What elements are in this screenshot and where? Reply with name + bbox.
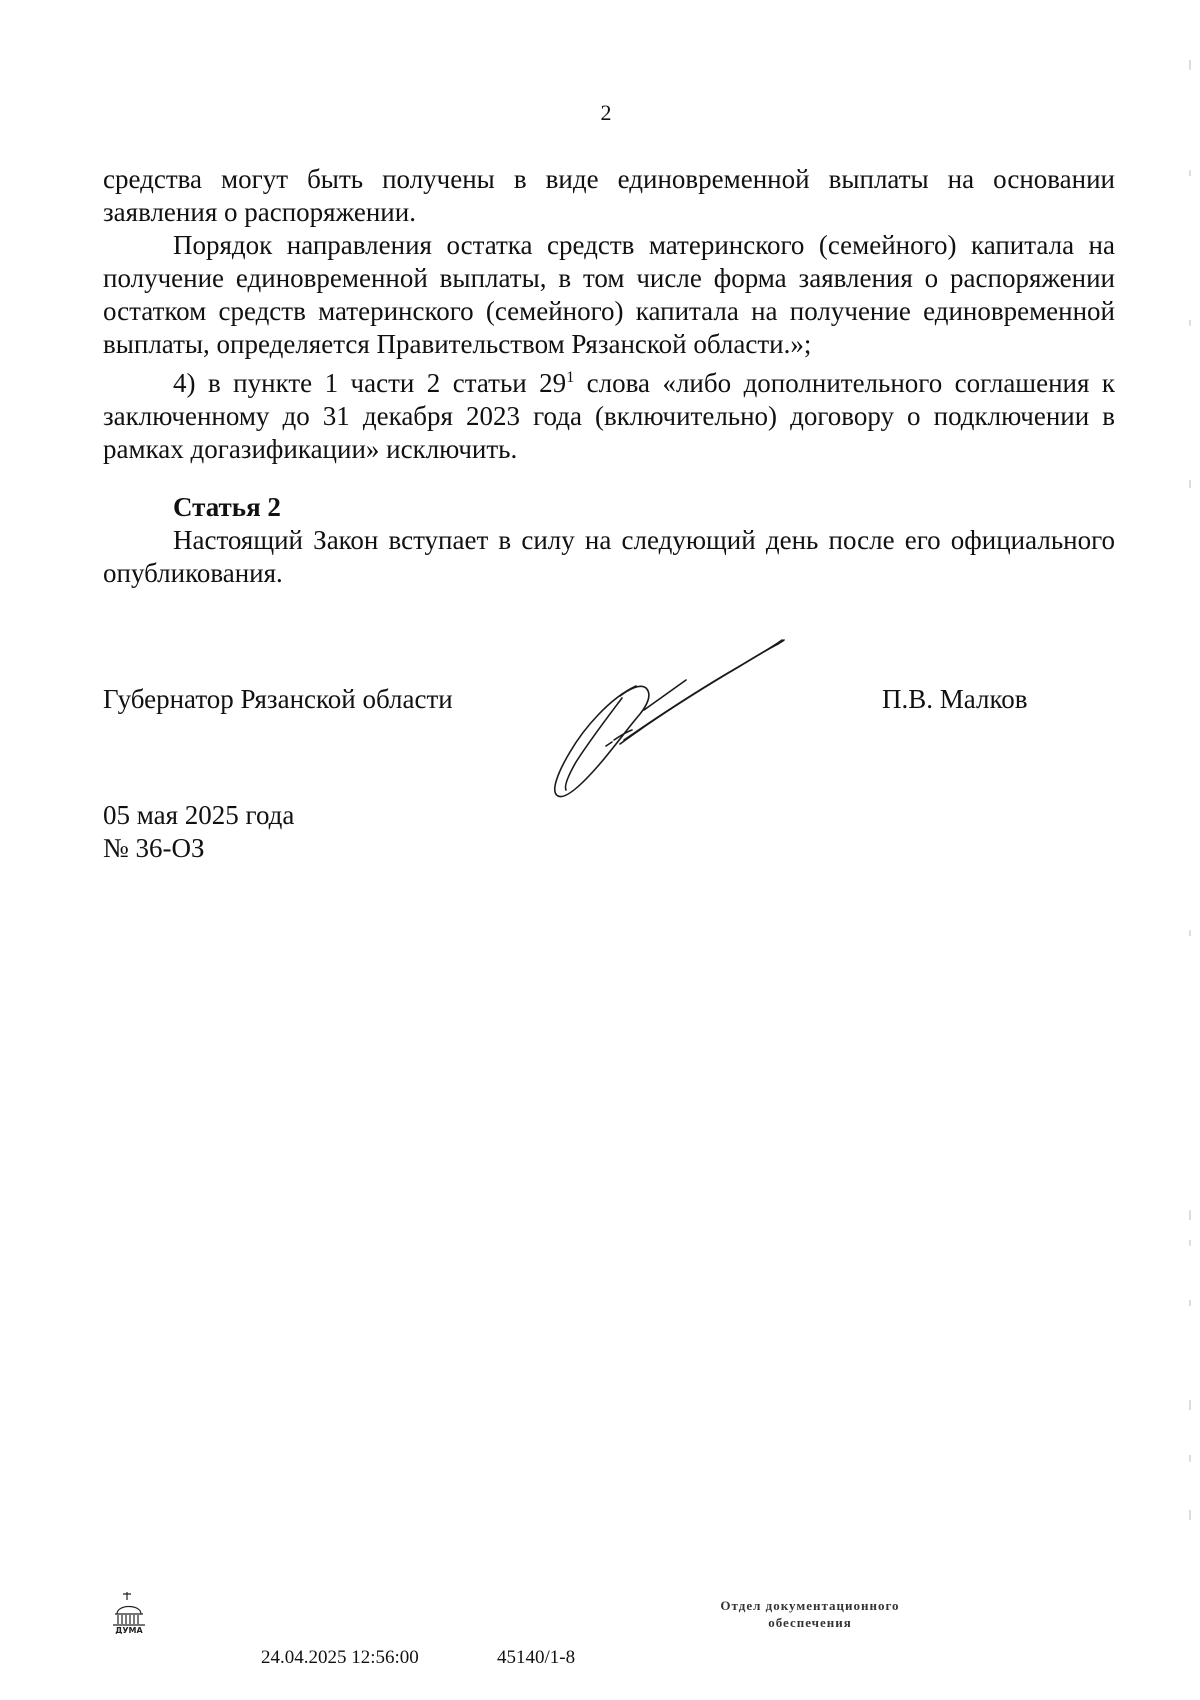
law-date-number (103, 799, 294, 865)
signatory-name: П.В. Малков (882, 684, 1028, 714)
article-heading: Статья 2 (173, 492, 281, 522)
stamp-line-1: Отдел документационного (720, 1598, 900, 1613)
law-number: № 36-ОЗ (103, 833, 205, 863)
law-date: 05 мая 2025 года (103, 800, 295, 830)
paragraph-procedure: Порядок направления остатка средств материнского (семейного) капитала на получение единовременной выплаты, в том числе форма заявления о распоряжении остатком средств материнского (семейного) капитала на получение единовременной выплаты, определяется Правительством Рязанской области.»; (103, 230, 1115, 359)
item-4-superscript: 1 (566, 369, 575, 386)
article-2 (103, 491, 1115, 590)
footer-reg-number: 45140/1-8 (497, 1647, 576, 1668)
stamp-line-2: обеспечения (768, 1615, 852, 1630)
paragraph-continuation: средства могут быть получены в виде единовременной выплаты на основании заявления о распоряжении. (103, 164, 1115, 227)
paragraph-item-4 (103, 361, 1115, 466)
scan-edge-marks (1180, 0, 1200, 1700)
item-4-rest: слова «либо дополнительного соглашения к заключенному до 31 декабря 2023 года (включительно) договору о подключении в рамках догазификации» исключить. (103, 368, 1115, 464)
item-4-prefix: 4) в пункте 1 части 2 статьи 29 (173, 368, 567, 398)
footer-timestamp: 24.04.2025 12:56:00 (261, 1647, 419, 1668)
article-text: Настоящий Закон вступает в силу на следующий день после его официального опубликования. (103, 525, 1115, 588)
document-body (103, 163, 1115, 466)
duma-logo (109, 1590, 149, 1639)
page-number: 2 (600, 100, 612, 125)
signatory-title: Губернатор Рязанской области (103, 684, 453, 714)
duma-logo-text: ДУМА (115, 1626, 143, 1634)
department-stamp (660, 1597, 960, 1631)
handwritten-signature (540, 610, 800, 815)
